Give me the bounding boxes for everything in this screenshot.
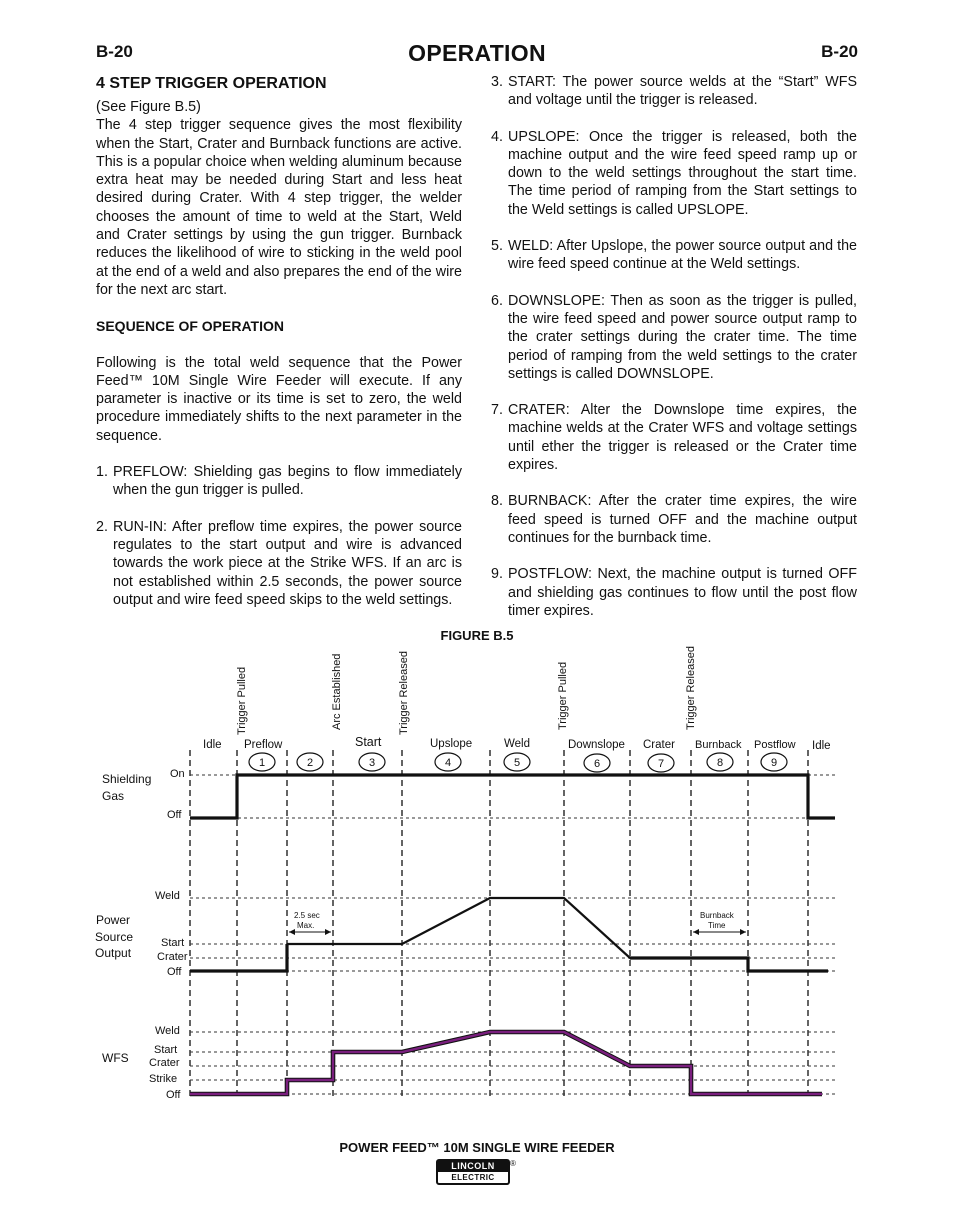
registered-mark: ® (510, 1159, 516, 1168)
phase-label: Downslope (568, 739, 625, 751)
list-item: 5. WELD: After Upslope, the power source output and the wire feed speed continue at the Weld settings. (491, 238, 857, 273)
wfs-crater-label: Crater (149, 1057, 180, 1069)
section-heading: 4 STEP TRIGGER OPERATION (96, 75, 327, 92)
svg-text:Max.: Max. (297, 921, 315, 930)
page-title: OPERATION (408, 40, 546, 66)
page-number-left: B-20 (96, 42, 133, 61)
step-number: 7 (657, 758, 665, 770)
phase-label: Idle (203, 739, 222, 751)
svg-text:Burnback: Burnback (700, 911, 734, 920)
phase-label: Weld (504, 738, 530, 750)
figure-reference: (See Figure B.5) (96, 99, 201, 115)
list-item: 9. POSTFLOW: Next, the machine output is turned OFF and shielding gas continues to flow until the post flow timer expires. (491, 566, 857, 619)
list-item: 7. CRATER: Alter the Downslope time expires, the machine welds at the Crater WFS and voltage settings until ether the trigger is released or the Crater time expires. (491, 402, 857, 474)
gas-row-label: Gas (102, 789, 125, 803)
phase-label: Idle (812, 740, 831, 752)
event-label: Arc Established (331, 653, 343, 730)
svg-text:2.5 sec: 2.5 sec (294, 911, 320, 920)
gas-on-label: On (170, 768, 185, 780)
phase-label: Preflow (244, 739, 283, 751)
gas-labels (102, 768, 185, 821)
page-number-right: B-20 (821, 42, 858, 61)
phase-label: Postflow (754, 739, 796, 751)
phase-label: Burnback (695, 739, 742, 751)
event-label: Trigger Released (685, 646, 697, 730)
phase-labels (203, 735, 831, 752)
power-crater-label: Crater (157, 951, 188, 963)
power-off-segment (630, 958, 828, 971)
list-item: 2. RUN-IN: After preflow time expires, the power source regulates to the start output and wire is advanced towards the work piece at the Strike WFS. If an arc is not established within 2.5 seconds, the power source output and wire feed speed skips to the weld settings. (96, 518, 462, 608)
phase-label: Crater (643, 739, 675, 751)
step-number: 8 (716, 757, 724, 769)
wfs-start-label: Start (154, 1044, 178, 1056)
wfs-weld-label: Weld (155, 1025, 180, 1037)
step-number: 4 (444, 757, 452, 769)
step-numbers (259, 757, 777, 770)
wfs-waveform-outline (190, 1032, 822, 1094)
phase-label: Start (355, 735, 382, 749)
power-start-label: Start (161, 937, 185, 949)
list-item: 8. BURNBACK: After the crater time expires, the wire feed speed is turned OFF and the machine output continues for the burnback time. (491, 493, 857, 546)
step-number: 9 (770, 757, 778, 769)
sequence-intro: Following is the total weld sequence that the Power Feed™ 10M Single Wire Feeder will execute. If any parameter is inactive or its time is set to zero, the weld procedure immediately shifts to the next parameter in the sequence. (96, 354, 462, 444)
wfs-off-label: Off (166, 1089, 181, 1101)
footer-title: POWER FEED™ 10M SINGLE WIRE FEEDER (339, 1140, 615, 1155)
gas-off-label: Off (167, 809, 182, 821)
step-number: 6 (593, 758, 601, 770)
event-label: Trigger Pulled (236, 666, 248, 735)
figure-title: FIGURE B.5 (440, 628, 514, 643)
wfs-row-label: WFS (102, 1051, 129, 1065)
step-number: 5 (513, 757, 521, 769)
power-row-label: Source (95, 930, 134, 944)
event-label: Trigger Released (398, 651, 410, 735)
intro-paragraph: The 4 step trigger sequence gives the most flexibility when the Start, Crater and Burnback functions are active. This is a popular choice when welding aluminum because extra heat may be needed during Start and less heat desired during Crater. With 4 step trigger, the welder chooses the amount of time to weld at the Start, Weld and Crater settings by using the gun trigger. Burnback reduces the likelihood of wire to sticking in the weld pool at the end of a weld and also prepares the end of the wire for the next arc start. (96, 117, 462, 298)
phase-label: Upslope (430, 738, 473, 750)
power-labels (95, 890, 188, 978)
power-waveform (287, 898, 748, 958)
list-item: 6. DOWNSLOPE: Then as soon as the trigger is pulled, the wire feed speed and power source output ramp to the crater settings during the crater time. The time period of ramping from the weld settings to the crater settings is called DOWNSLOPE. (491, 292, 857, 382)
step-number: 2 (306, 757, 314, 769)
annotation-2-5-sec (289, 911, 331, 935)
power-weld-label: Weld (155, 890, 180, 902)
list-item: 3. START: The power source welds at the “Start” WFS and voltage until the trigger is released. (491, 74, 857, 109)
wfs-strike-label: Strike (149, 1073, 178, 1085)
lincoln-logo: LINCOLN ELECTRIC (436, 1159, 510, 1185)
sequence-heading: SEQUENCE OF OPERATION (96, 318, 284, 335)
list-item: 4. UPSLOPE: Once the trigger is released, both the machine output and the wire feed speed ramp up or down to the weld settings throughout the start time. The time period of ramping from the Start settings to the Weld settings is called UPSLOPE. (491, 128, 857, 218)
step-number: 1 (258, 757, 266, 769)
power-row-label: Output (95, 946, 132, 960)
wfs-labels (102, 1025, 181, 1101)
event-label: Trigger Pulled (557, 661, 569, 730)
event-labels (236, 646, 697, 735)
power-row-label: Power (96, 913, 131, 927)
list-item: 1. PREFLOW: Shielding gas begins to flow immediately when the gun trigger is pulled. (96, 464, 462, 499)
step-number: 3 (368, 757, 376, 769)
svg-text:Time: Time (708, 921, 726, 930)
gas-row-label: Shielding (102, 772, 152, 786)
annotation-burnback-time (693, 911, 746, 935)
power-off-label: Off (167, 966, 182, 978)
